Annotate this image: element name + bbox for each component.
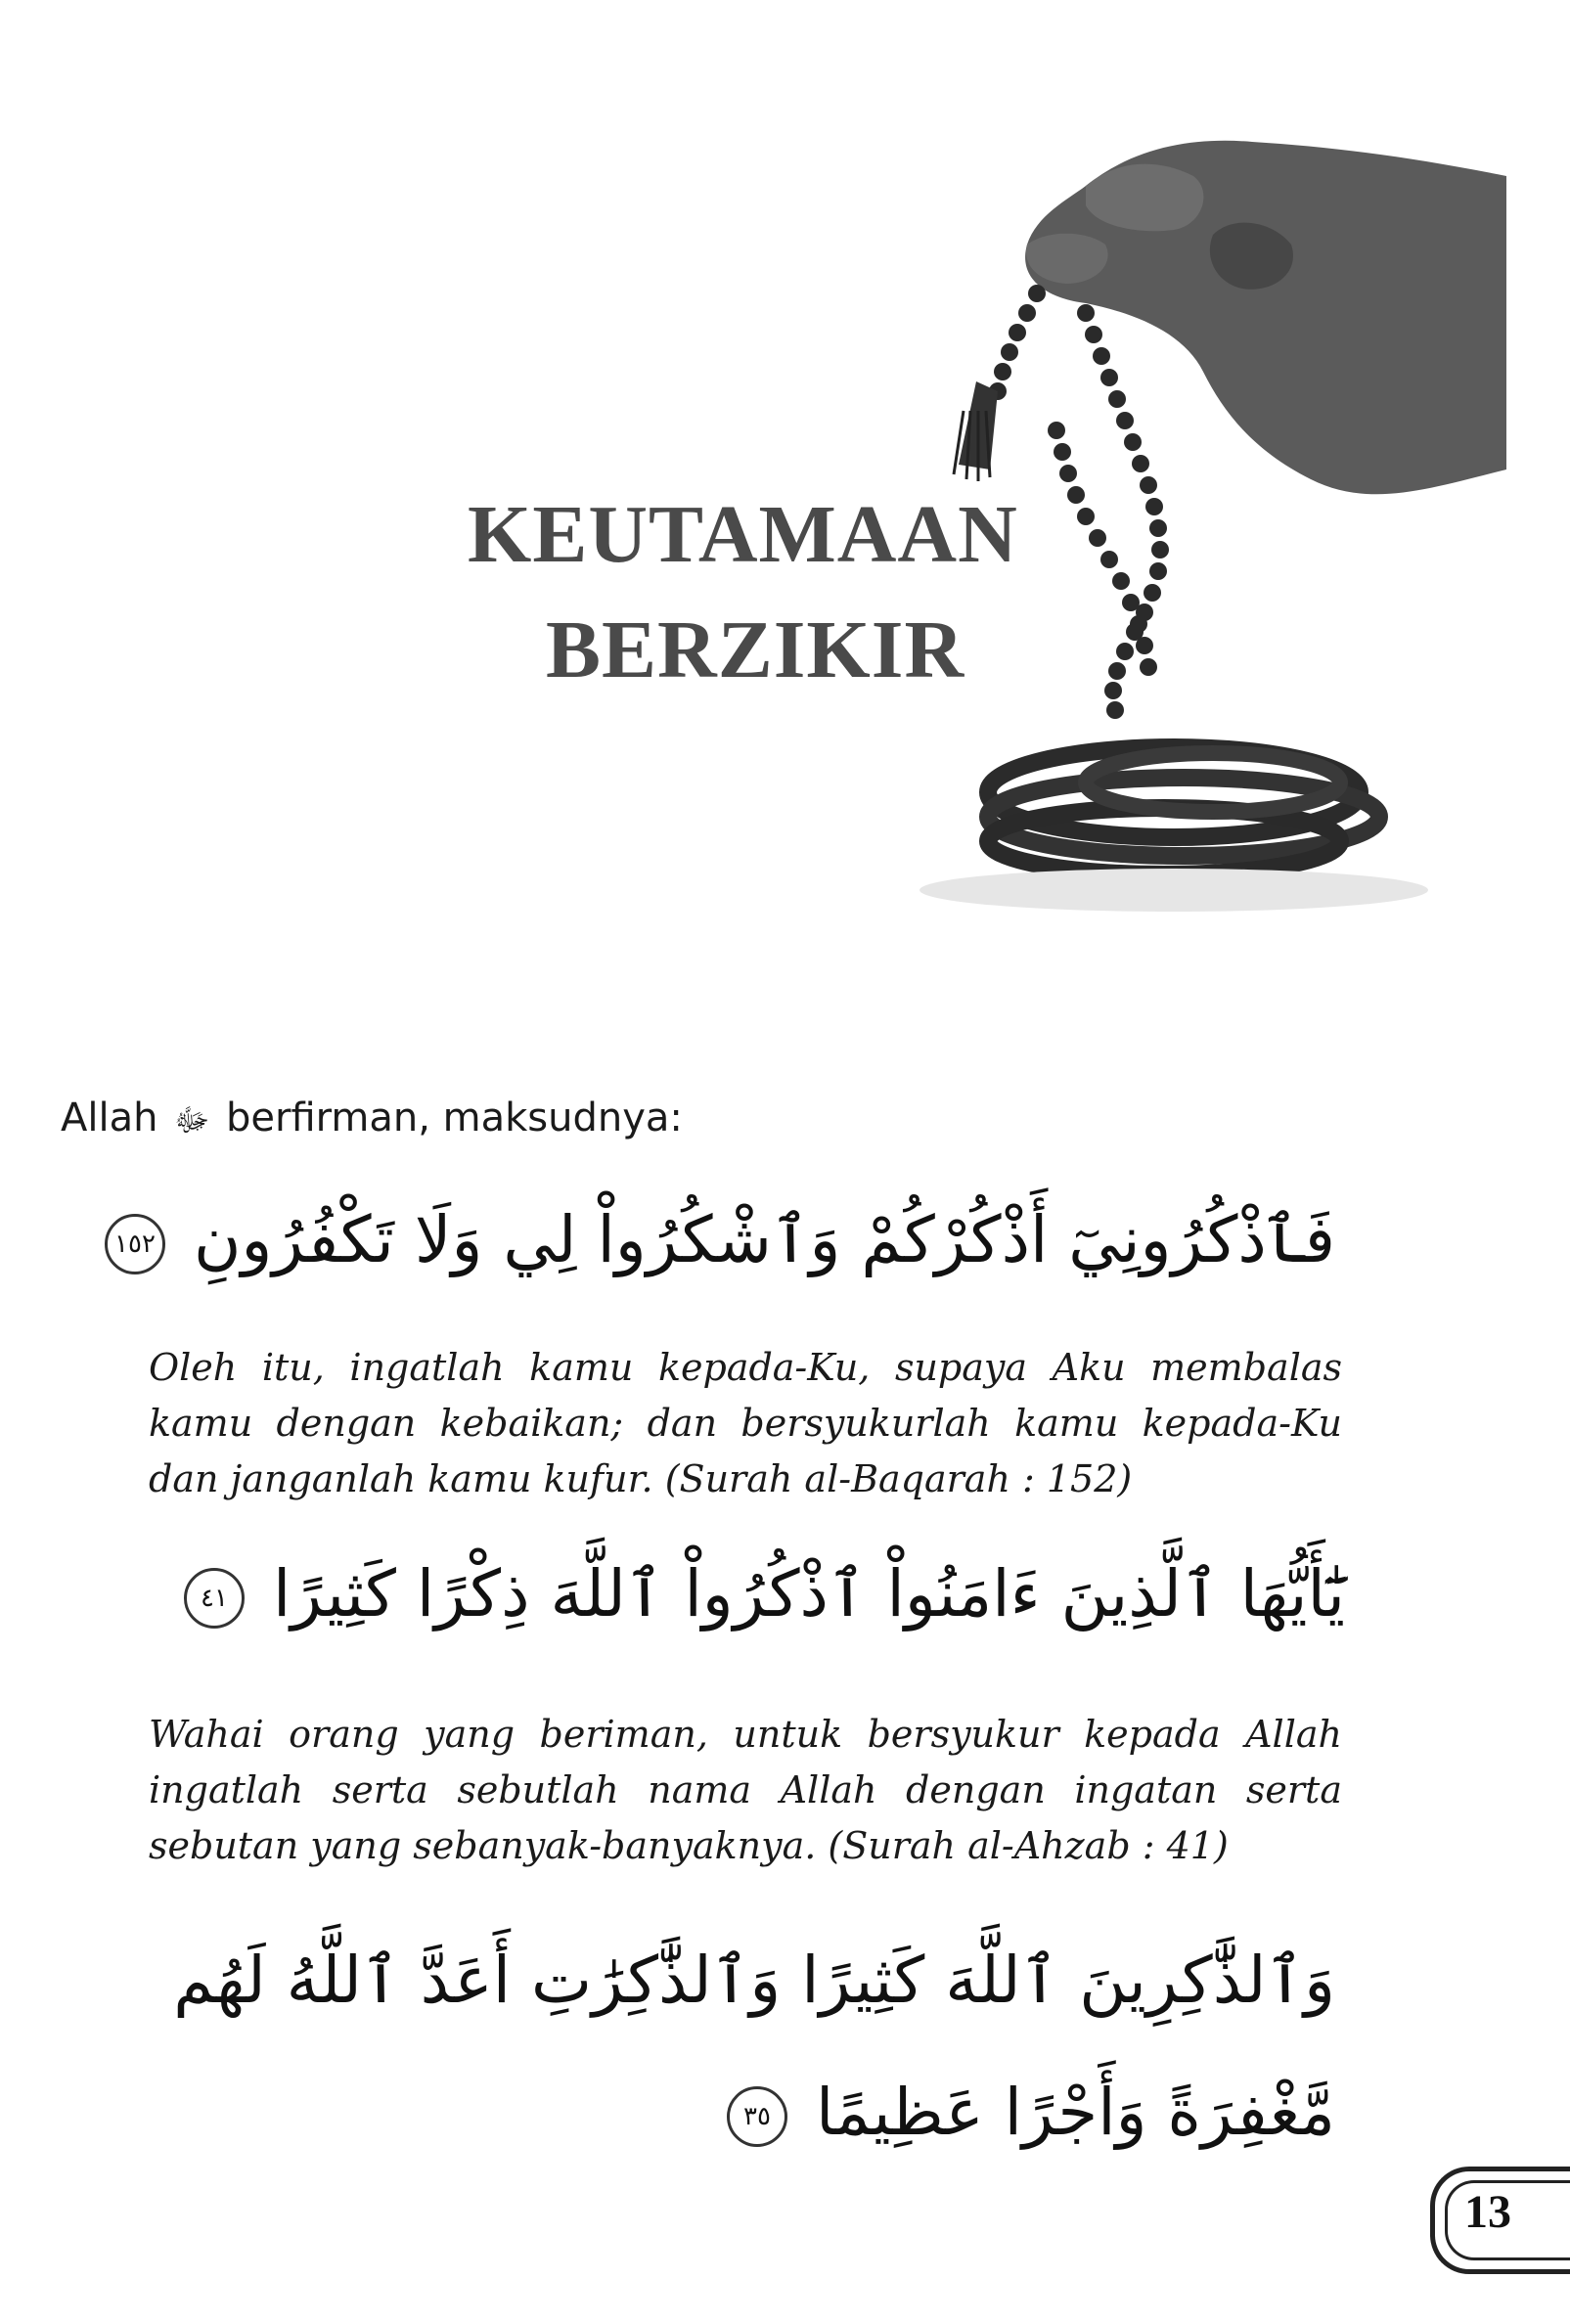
intro-before: Allah bbox=[61, 1095, 158, 1140]
arabic-verse-2-text: يَٰٓأَيُّهَا ٱلَّذِينَ ءَامَنُواْ ٱذْكُرُواْ ٱللَّهَ ذِكْرًا كَثِيرًا bbox=[272, 1556, 1345, 1631]
arabic-verse-3-line-1 bbox=[173, 1942, 1335, 2019]
page-title bbox=[468, 489, 1074, 695]
page-number: 13 bbox=[1464, 2186, 1511, 2238]
intro-after: berfirman, maksudnya: bbox=[226, 1095, 683, 1140]
ayah-number-1: ١٥٢ bbox=[105, 1214, 165, 1274]
intro-line bbox=[61, 1095, 683, 1146]
arabic-verse-3-line-1-text: وَٱلذَّٰكِرِينَ ٱللَّهَ كَثِيرًا وَٱلذَّٰكِرَٰتِ أَعَدَّ ٱللَّهُ لَهُم bbox=[173, 1943, 1335, 2018]
title-line-1: KEUTAMAAN bbox=[468, 489, 1018, 580]
arabic-verse-2 bbox=[184, 1555, 1345, 1632]
arabic-verse-1-text: فَٱذْكُرُونِيٓ أَذْكُرْكُمْ وَٱشْكُرُواْ لِي وَلَا تَكْفُرُونِ bbox=[193, 1202, 1335, 1277]
translation-2: Wahai orang yang beriman, untuk bersyukur kepada Allah ingatlah serta sebutlah nama Allah dengan ingatan serta sebutan yang sebanyak-banyaknya. (Surah al-Ahzab : 41) bbox=[149, 1713, 1342, 1867]
ayah-number-2: ٤١ bbox=[184, 1568, 245, 1629]
arabic-verse-3-line-2 bbox=[727, 2074, 1335, 2151]
ayah-number-3: ٣٥ bbox=[727, 2086, 787, 2147]
honorific-glyph: ﷻ bbox=[174, 1101, 210, 1139]
title-line-2: BERZIKIR bbox=[546, 604, 965, 695]
arabic-verse-1 bbox=[105, 1201, 1335, 1278]
arabic-verse-3-line-2-text: مَّغْفِرَةً وَأَجْرًا عَظِيمًا bbox=[816, 2075, 1335, 2150]
page-number-tab bbox=[1430, 2167, 1570, 2274]
translation-1: Oleh itu, ingatlah kamu kepada-Ku, supaya Aku membalas kamu dengan kebaikan; dan bersyukurlah kamu kepada-Ku dan janganlah kamu kufur. (Surah al-Baqarah : 152) bbox=[149, 1346, 1342, 1500]
